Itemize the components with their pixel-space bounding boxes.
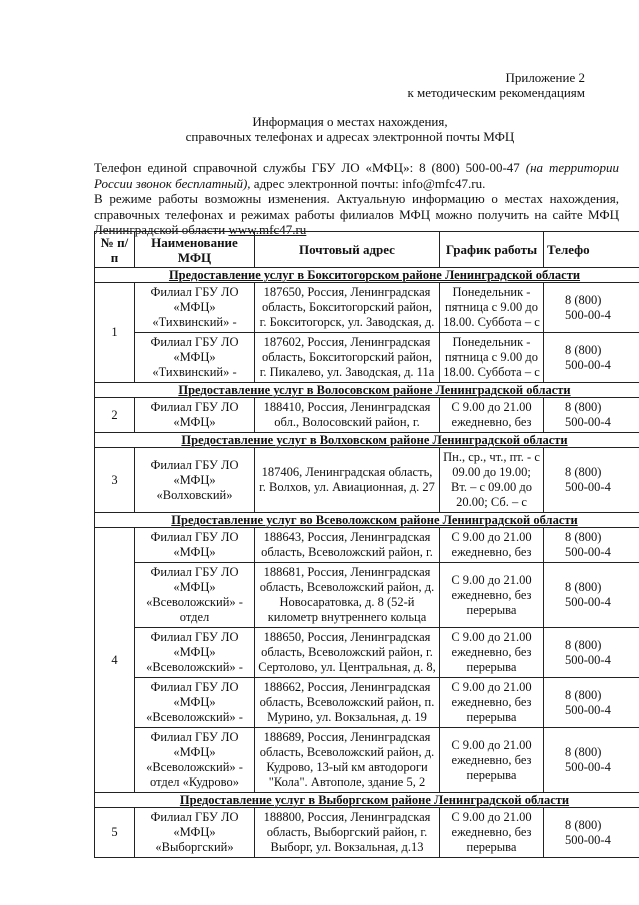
branch-phone: [547, 400, 639, 430]
title-line-2: справочных телефонах и адресах электронной почты МФЦ: [185, 129, 515, 144]
phone-line-1: 8 (800): [565, 687, 602, 702]
branch-address: 188410, Россия, Ленинградская обл., Волосовский район, г.: [263, 400, 431, 429]
table-row: [95, 808, 639, 858]
appendix-line-2: к методическим рекомендациям: [407, 85, 585, 100]
branch-name: Филиал ГБУ ЛО «МФЦ» «Тихвинский» -: [150, 285, 239, 329]
table-row: [95, 398, 639, 433]
branch-phone: [547, 688, 639, 718]
branch-name: Филиал ГБУ ЛО «МФЦ» «Тихвинский» -: [150, 335, 239, 379]
branch-schedule: С 9.00 до 21.00 ежедневно, без перерыва: [451, 737, 532, 782]
table-row: [95, 333, 639, 383]
branch-phone: [547, 745, 639, 775]
branch-name: Филиал ГБУ ЛО «МФЦ» «Всеволожский» -: [146, 680, 243, 724]
region-label: Предоставление услуг в Бокситогорском районе Ленинградской области: [95, 268, 639, 283]
region-label: Предоставление услуг в Выборгском районе Ленинградской области: [95, 793, 639, 808]
phone-line-1: 8 (800): [565, 745, 602, 759]
region-row: [95, 513, 639, 528]
branch-schedule: С 9.00 до 21.00 ежедневно, без: [451, 400, 532, 429]
branch-schedule: С 9.00 до 21.00 ежедневно, без перерыва: [451, 810, 532, 854]
phone-line-2: 500-00-4: [565, 702, 611, 717]
branch-schedule: С 9.00 до 21.00 ежедневно, без перерыва: [451, 630, 532, 674]
branch-phone: [547, 530, 639, 560]
phone-line-1: 8 (800): [565, 292, 602, 307]
intro-text: [94, 160, 619, 238]
branch-phone: [547, 580, 639, 610]
table-row: [95, 678, 639, 728]
branch-address: 188689, Россия, Ленинградская область, Всеволожский район, д. Кудрово, 13-ый км автодороги "Кола". Автополе, здание 5, 2: [259, 730, 435, 789]
table-row: [95, 728, 639, 793]
document-title: [150, 114, 550, 144]
branch-name: Филиал ГБУ ЛО «МФЦ» «Волховский»: [150, 457, 239, 502]
website-link[interactable]: www.mfc47.ru: [228, 222, 307, 237]
branch-address: 188650, Россия, Ленинградская область, Всеволожский район, г. Сертолово, ул. Центральная, д. 8,: [258, 630, 436, 674]
phone-line-1: 8 (800): [565, 342, 602, 357]
branch-address: 188643, Россия, Ленинградская область, Всеволожский район, г.: [261, 530, 433, 559]
branch-name: Филиал ГБУ ЛО «МФЦ» «Выборгский»: [150, 810, 239, 854]
phone-line-2: 500-00-4: [565, 307, 611, 322]
phone-line-1: 8 (800): [565, 817, 602, 832]
table-row: [95, 628, 639, 678]
header-num: № п/п: [95, 232, 135, 268]
row-number: 4: [95, 528, 135, 793]
branch-address: 187650, Россия, Ленинградская область, Бокситогорский район, г. Бокситогорск, ул. Заводская, д.: [259, 285, 435, 329]
appendix-line-1: Приложение 2: [505, 70, 585, 85]
phone-line-2: 500-00-4: [565, 652, 611, 667]
branch-address: 188800, Россия, Ленинградская область, Выборгский район, г. Выборг, ул. Вокзальная, д.13: [263, 810, 431, 854]
branch-address: 188681, Россия, Ленинградская область, Всеволожский район, д. Новосаратовка, д. 8 (52-й километр внутреннего кольца: [259, 565, 435, 624]
phone-line-2: 500-00-4: [565, 545, 611, 559]
header-schedule: График работы: [440, 232, 544, 268]
branch-address: 188662, Россия, Ленинградская область, Всеволожский район, п. Мурино, ул. Вокзальная, д. 19: [259, 680, 435, 724]
intro-p1-start: Телефон единой справочной службы ГБУ ЛО «МФЦ»: 8 (800) 500-00-47: [94, 160, 526, 175]
row-number: 1: [95, 283, 135, 383]
region-label: Предоставление услуг в Волховском районе Ленинградской области: [95, 433, 639, 448]
branch-schedule: Пн., ср., чт., пт. - с 09.00 до 19.00; Вт. – с 09.00 до 20.00; Сб. – с: [443, 450, 540, 509]
intro-p2-start: В режиме работы возможны изменения. Актуальную информацию о местах нахождения, справочных телефонах и режимах работы филиалов МФЦ можно получить на сайте МФЦ Ленинградской области: [94, 191, 619, 237]
region-row: [95, 433, 639, 448]
branch-name: Филиал ГБУ ЛО «МФЦ»: [150, 530, 239, 559]
region-label: Предоставление услуг во Всеволожском районе Ленинградской области: [95, 513, 639, 528]
branch-name: Филиал ГБУ ЛО «МФЦ» «Всеволожский» -: [146, 630, 243, 674]
title-line-1: Информация о местах нахождения,: [252, 114, 448, 129]
intro-p1-end: адрес электронной почты: info@mfc47.ru.: [250, 175, 486, 191]
phone-line-2: 500-00-4: [565, 357, 611, 372]
phone-line-1: 8 (800): [565, 637, 602, 652]
phone-line-2: 500-00-4: [565, 832, 611, 847]
row-number: 2: [95, 398, 135, 433]
region-row: [95, 268, 639, 283]
region-row: [95, 793, 639, 808]
branch-address: 187406, Ленинградская область, г. Волхов, ул. Авиационная, д. 27: [259, 465, 435, 494]
intro-p1-italic: (на территории России звонок бесплатный),: [94, 160, 619, 191]
branch-phone: [547, 293, 639, 323]
phone-line-2: 500-00-4: [565, 760, 611, 774]
phone-line-2: 500-00-4: [565, 415, 611, 429]
branch-phone: [547, 818, 639, 848]
branch-schedule: Понедельник - пятница с 9.00 до 18.00. Суббота – с: [443, 285, 540, 329]
branch-schedule: С 9.00 до 21.00 ежедневно, без перерыва: [451, 680, 532, 724]
row-number: 3: [95, 448, 135, 513]
phone-line-1: 8 (800): [565, 400, 602, 414]
branch-schedule: С 9.00 до 21.00 ежедневно, без: [451, 530, 532, 559]
region-row: [95, 383, 639, 398]
table-row: [95, 283, 639, 333]
branch-name: Филиал ГБУ ЛО «МФЦ» «Всеволожский» - отдел «Кудрово»: [146, 730, 243, 789]
phone-line-1: 8 (800): [565, 465, 602, 479]
row-number: 5: [95, 808, 135, 858]
phone-line-2: 500-00-4: [565, 595, 611, 609]
header-phone: Телефо: [544, 232, 639, 268]
mfc-table: [94, 231, 639, 858]
branch-address: 187602, Россия, Ленинградская область, Бокситогорский район, г. Пикалево, ул. Заводская, д. 11а: [259, 335, 435, 379]
table-row: [95, 448, 639, 513]
mfc-table-wrapper: [94, 231, 639, 905]
table-header-row: [95, 232, 639, 268]
branch-phone: [547, 638, 639, 668]
branch-schedule: Понедельник - пятница с 9.00 до 18.00. Суббота – с: [443, 335, 540, 379]
intro-paragraph-1: [94, 160, 619, 191]
branch-schedule: С 9.00 до 21.00 ежедневно, без перерыва: [451, 572, 532, 617]
appendix-header: [407, 70, 585, 100]
branch-phone: [547, 465, 639, 495]
branch-name: Филиал ГБУ ЛО «МФЦ»: [150, 400, 239, 429]
branch-phone: [547, 343, 639, 373]
phone-line-1: 8 (800): [565, 580, 602, 594]
region-label: Предоставление услуг в Волосовском районе Ленинградской области: [95, 383, 639, 398]
header-name: Наименование МФЦ: [135, 232, 255, 268]
table-row: [95, 563, 639, 628]
branch-name: Филиал ГБУ ЛО «МФЦ» «Всеволожский» - отдел: [146, 565, 243, 624]
table-row: [95, 528, 639, 563]
header-address: Почтовый адрес: [255, 232, 440, 268]
phone-line-1: 8 (800): [565, 530, 602, 544]
phone-line-2: 500-00-4: [565, 480, 611, 494]
